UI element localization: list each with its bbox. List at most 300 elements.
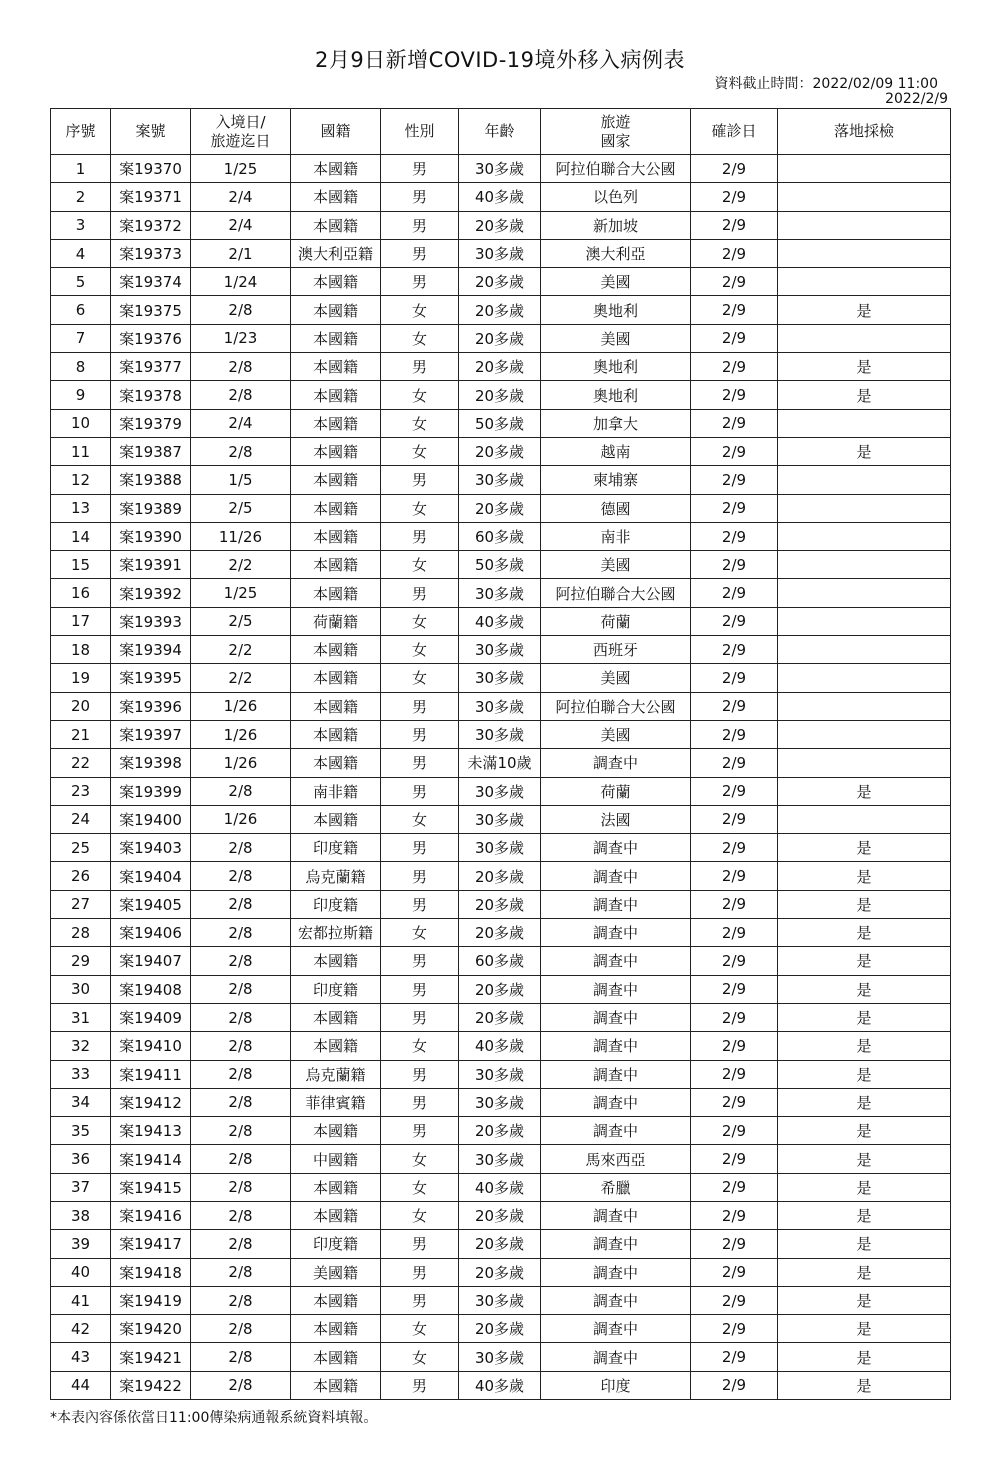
cell-entry-date: 2/8 (191, 1258, 291, 1286)
cell-nationality: 本國籍 (291, 522, 381, 550)
cell-confirm-date: 2/9 (691, 777, 778, 805)
cell-seq: 15 (51, 551, 111, 579)
cell-seq: 33 (51, 1060, 111, 1088)
cell-sex: 女 (381, 636, 459, 664)
cell-arrival-test: 是 (778, 1343, 951, 1371)
cell-sex: 男 (381, 1088, 459, 1116)
cell-case-id: 案19387 (111, 437, 191, 465)
cell-travel-country: 印度 (541, 1371, 691, 1399)
cell-case-id: 案19405 (111, 890, 191, 918)
cell-arrival-test: 是 (778, 1315, 951, 1343)
cell-arrival-test: 是 (778, 1003, 951, 1031)
cell-nationality: 本國籍 (291, 1201, 381, 1229)
cell-case-id: 案19388 (111, 466, 191, 494)
cell-age: 20多歲 (459, 494, 541, 522)
cell-entry-date: 2/8 (191, 1315, 291, 1343)
cell-entry-date: 1/23 (191, 324, 291, 352)
cell-arrival-test: 是 (778, 834, 951, 862)
cell-confirm-date: 2/9 (691, 834, 778, 862)
table-row (51, 466, 951, 494)
cell-sex: 女 (381, 296, 459, 324)
cell-travel-country: 法國 (541, 805, 691, 833)
cell-nationality: 菲律賓籍 (291, 1088, 381, 1116)
table-row (51, 1032, 951, 1060)
cell-seq: 29 (51, 947, 111, 975)
cell-age: 30多歲 (459, 155, 541, 183)
cell-sex: 女 (381, 919, 459, 947)
cell-nationality: 本國籍 (291, 1315, 381, 1343)
table-row (51, 890, 951, 918)
cell-travel-country: 調查中 (541, 1060, 691, 1088)
cell-travel-country: 調查中 (541, 862, 691, 890)
cell-entry-date: 1/25 (191, 579, 291, 607)
col-header-seq: 序號 (51, 109, 111, 155)
col-header-nationality: 國籍 (291, 109, 381, 155)
cell-age: 20多歲 (459, 1201, 541, 1229)
cell-case-id: 案19403 (111, 834, 191, 862)
cell-confirm-date: 2/9 (691, 975, 778, 1003)
cell-case-id: 案19417 (111, 1230, 191, 1258)
cell-confirm-date: 2/9 (691, 522, 778, 550)
cell-arrival-test: 是 (778, 1286, 951, 1314)
cell-travel-country: 奧地利 (541, 381, 691, 409)
cell-arrival-test: 是 (778, 353, 951, 381)
cell-arrival-test: 是 (778, 919, 951, 947)
cell-travel-country: 西班牙 (541, 636, 691, 664)
cell-seq: 5 (51, 268, 111, 296)
cell-nationality: 本國籍 (291, 749, 381, 777)
cell-age: 50多歲 (459, 409, 541, 437)
cell-age: 20多歲 (459, 919, 541, 947)
cell-travel-country: 調查中 (541, 1315, 691, 1343)
cell-sex: 男 (381, 692, 459, 720)
table-row (51, 1003, 951, 1031)
cell-nationality: 中國籍 (291, 1145, 381, 1173)
cell-travel-country: 奧地利 (541, 296, 691, 324)
cell-confirm-date: 2/9 (691, 1201, 778, 1229)
cell-confirm-date: 2/9 (691, 1003, 778, 1031)
cell-entry-date: 1/5 (191, 466, 291, 494)
cell-arrival-test: 是 (778, 1201, 951, 1229)
cell-age: 30多歲 (459, 579, 541, 607)
cell-travel-country: 馬來西亞 (541, 1145, 691, 1173)
cell-seq: 14 (51, 522, 111, 550)
cell-nationality: 澳大利亞籍 (291, 239, 381, 267)
cell-case-id: 案19372 (111, 211, 191, 239)
cell-entry-date: 2/8 (191, 437, 291, 465)
cell-confirm-date: 2/9 (691, 324, 778, 352)
cell-nationality: 烏克蘭籍 (291, 862, 381, 890)
cell-entry-date: 2/8 (191, 890, 291, 918)
table-row (51, 353, 951, 381)
cell-nationality: 本國籍 (291, 1117, 381, 1145)
cell-age: 30多歲 (459, 239, 541, 267)
report-date: 2022/2/9 (885, 91, 948, 107)
cell-seq: 44 (51, 1371, 111, 1399)
cell-age: 20多歲 (459, 1117, 541, 1145)
table-row (51, 522, 951, 550)
cell-nationality: 本國籍 (291, 947, 381, 975)
cell-sex: 男 (381, 720, 459, 748)
cell-age: 30多歲 (459, 466, 541, 494)
cell-seq: 39 (51, 1230, 111, 1258)
table-row (51, 919, 951, 947)
table-row (51, 834, 951, 862)
cell-nationality: 本國籍 (291, 1371, 381, 1399)
cell-nationality: 本國籍 (291, 409, 381, 437)
table-row (51, 437, 951, 465)
cell-age: 30多歲 (459, 1088, 541, 1116)
table-row (51, 239, 951, 267)
cell-age: 50多歲 (459, 551, 541, 579)
cell-travel-country: 澳大利亞 (541, 239, 691, 267)
cell-sex: 女 (381, 1173, 459, 1201)
cell-age: 30多歲 (459, 636, 541, 664)
cell-sex: 男 (381, 1371, 459, 1399)
col-header-confirm-date: 確診日 (691, 109, 778, 155)
cell-entry-date: 2/8 (191, 353, 291, 381)
cell-case-id: 案19389 (111, 494, 191, 522)
cell-seq: 9 (51, 381, 111, 409)
cell-confirm-date: 2/9 (691, 1145, 778, 1173)
table-row (51, 1145, 951, 1173)
cell-sex: 男 (381, 183, 459, 211)
cell-entry-date: 2/8 (191, 1371, 291, 1399)
cell-case-id: 案19370 (111, 155, 191, 183)
cell-travel-country: 調查中 (541, 1201, 691, 1229)
cell-entry-date: 2/5 (191, 494, 291, 522)
data-cutoff-time: 資料截止時間：2022/02/09 11:00 (714, 76, 938, 92)
cell-confirm-date: 2/9 (691, 466, 778, 494)
cell-case-id: 案19419 (111, 1286, 191, 1314)
cell-confirm-date: 2/9 (691, 947, 778, 975)
cell-confirm-date: 2/9 (691, 1032, 778, 1060)
cell-seq: 24 (51, 805, 111, 833)
cell-seq: 4 (51, 239, 111, 267)
cell-travel-country: 南非 (541, 522, 691, 550)
col-header-sex: 性別 (381, 109, 459, 155)
cell-arrival-test (778, 749, 951, 777)
cell-sex: 女 (381, 437, 459, 465)
cell-entry-date: 2/4 (191, 211, 291, 239)
cell-seq: 16 (51, 579, 111, 607)
cell-seq: 27 (51, 890, 111, 918)
cell-confirm-date: 2/9 (691, 1117, 778, 1145)
cell-seq: 6 (51, 296, 111, 324)
cell-age: 30多歲 (459, 692, 541, 720)
cell-sex: 女 (381, 324, 459, 352)
cell-age: 20多歲 (459, 862, 541, 890)
cell-seq: 41 (51, 1286, 111, 1314)
cell-seq: 22 (51, 749, 111, 777)
cell-nationality: 本國籍 (291, 381, 381, 409)
cell-confirm-date: 2/9 (691, 437, 778, 465)
cell-confirm-date: 2/9 (691, 1230, 778, 1258)
cell-case-id: 案19420 (111, 1315, 191, 1343)
cell-travel-country: 調查中 (541, 834, 691, 862)
table-row (51, 692, 951, 720)
cell-seq: 3 (51, 211, 111, 239)
cell-travel-country: 奧地利 (541, 353, 691, 381)
cell-confirm-date: 2/9 (691, 353, 778, 381)
cell-case-id: 案19371 (111, 183, 191, 211)
table-row (51, 296, 951, 324)
cell-entry-date: 1/26 (191, 720, 291, 748)
table-row (51, 1371, 951, 1399)
cell-arrival-test (778, 692, 951, 720)
cell-arrival-test (778, 324, 951, 352)
cell-arrival-test (778, 183, 951, 211)
cell-entry-date: 1/26 (191, 805, 291, 833)
table-row (51, 211, 951, 239)
cell-nationality: 美國籍 (291, 1258, 381, 1286)
table-row (51, 607, 951, 635)
cell-sex: 男 (381, 466, 459, 494)
cell-sex: 男 (381, 1230, 459, 1258)
cell-sex: 女 (381, 381, 459, 409)
cell-nationality: 荷蘭籍 (291, 607, 381, 635)
cell-sex: 男 (381, 1286, 459, 1314)
col-header-case-id: 案號 (111, 109, 191, 155)
cell-confirm-date: 2/9 (691, 1343, 778, 1371)
cell-age: 40多歲 (459, 183, 541, 211)
cell-entry-date: 2/2 (191, 664, 291, 692)
cell-travel-country: 調查中 (541, 1230, 691, 1258)
cell-confirm-date: 2/9 (691, 1286, 778, 1314)
cell-seq: 2 (51, 183, 111, 211)
table-row (51, 1060, 951, 1088)
footnote: *本表內容係依當日11:00傳染病通報系統資料填報。 (50, 1410, 378, 1426)
cell-case-id: 案19413 (111, 1117, 191, 1145)
cell-nationality: 本國籍 (291, 1032, 381, 1060)
cell-sex: 女 (381, 1032, 459, 1060)
cell-case-id: 案19378 (111, 381, 191, 409)
cell-arrival-test: 是 (778, 1032, 951, 1060)
cell-sex: 女 (381, 1343, 459, 1371)
cell-arrival-test (778, 494, 951, 522)
cell-sex: 女 (381, 494, 459, 522)
cell-nationality: 本國籍 (291, 1343, 381, 1371)
cell-case-id: 案19407 (111, 947, 191, 975)
table-row (51, 381, 951, 409)
cell-case-id: 案19377 (111, 353, 191, 381)
cell-arrival-test (778, 664, 951, 692)
cell-entry-date: 2/8 (191, 1201, 291, 1229)
cell-arrival-test (778, 720, 951, 748)
cell-travel-country: 調查中 (541, 919, 691, 947)
col-header-arrival-test: 落地採檢 (778, 109, 951, 155)
cell-age: 30多歲 (459, 664, 541, 692)
cell-case-id: 案19395 (111, 664, 191, 692)
cell-arrival-test: 是 (778, 1117, 951, 1145)
cell-confirm-date: 2/9 (691, 1060, 778, 1088)
cell-confirm-date: 2/9 (691, 239, 778, 267)
cell-sex: 男 (381, 353, 459, 381)
cell-nationality: 本國籍 (291, 1003, 381, 1031)
cell-entry-date: 2/8 (191, 862, 291, 890)
table-row (51, 1343, 951, 1371)
cell-travel-country: 荷蘭 (541, 607, 691, 635)
cell-age: 20多歲 (459, 890, 541, 918)
cell-arrival-test (778, 579, 951, 607)
cell-arrival-test (778, 155, 951, 183)
cell-travel-country: 調查中 (541, 890, 691, 918)
cell-confirm-date: 2/9 (691, 211, 778, 239)
cell-age: 30多歲 (459, 834, 541, 862)
table-row (51, 155, 951, 183)
cell-age: 20多歲 (459, 1003, 541, 1031)
cell-travel-country: 調查中 (541, 1003, 691, 1031)
cell-arrival-test: 是 (778, 1258, 951, 1286)
cell-confirm-date: 2/9 (691, 296, 778, 324)
table-row (51, 494, 951, 522)
cell-nationality: 本國籍 (291, 664, 381, 692)
cell-confirm-date: 2/9 (691, 862, 778, 890)
table-row (51, 183, 951, 211)
cell-arrival-test (778, 636, 951, 664)
cell-nationality: 宏都拉斯籍 (291, 919, 381, 947)
cell-arrival-test (778, 409, 951, 437)
cell-travel-country: 希臘 (541, 1173, 691, 1201)
cell-seq: 40 (51, 1258, 111, 1286)
cell-arrival-test: 是 (778, 437, 951, 465)
cell-case-id: 案19414 (111, 1145, 191, 1173)
cell-arrival-test: 是 (778, 862, 951, 890)
cell-nationality: 本國籍 (291, 692, 381, 720)
cell-age: 60多歲 (459, 947, 541, 975)
cell-entry-date: 1/26 (191, 749, 291, 777)
cell-case-id: 案19393 (111, 607, 191, 635)
cell-case-id: 案19416 (111, 1201, 191, 1229)
cell-sex: 女 (381, 1201, 459, 1229)
cell-travel-country: 調查中 (541, 1088, 691, 1116)
cell-nationality: 本國籍 (291, 437, 381, 465)
cell-entry-date: 2/8 (191, 1032, 291, 1060)
cell-case-id: 案19376 (111, 324, 191, 352)
cell-sex: 男 (381, 239, 459, 267)
cell-seq: 7 (51, 324, 111, 352)
cell-entry-date: 2/8 (191, 1088, 291, 1116)
cell-travel-country: 德國 (541, 494, 691, 522)
cell-nationality: 本國籍 (291, 155, 381, 183)
cell-seq: 20 (51, 692, 111, 720)
cell-sex: 女 (381, 664, 459, 692)
cell-nationality: 本國籍 (291, 720, 381, 748)
cell-age: 20多歲 (459, 296, 541, 324)
cell-case-id: 案19396 (111, 692, 191, 720)
cell-travel-country: 美國 (541, 324, 691, 352)
cell-seq: 10 (51, 409, 111, 437)
cell-case-id: 案19404 (111, 862, 191, 890)
cell-age: 20多歲 (459, 324, 541, 352)
cell-travel-country: 阿拉伯聯合大公國 (541, 579, 691, 607)
cell-sex: 女 (381, 1315, 459, 1343)
cell-nationality: 本國籍 (291, 211, 381, 239)
cell-arrival-test (778, 268, 951, 296)
cell-arrival-test: 是 (778, 890, 951, 918)
cell-travel-country: 新加坡 (541, 211, 691, 239)
cell-travel-country: 調查中 (541, 749, 691, 777)
cell-case-id: 案19379 (111, 409, 191, 437)
cell-seq: 31 (51, 1003, 111, 1031)
cell-entry-date: 2/8 (191, 381, 291, 409)
table-row (51, 975, 951, 1003)
cell-sex: 女 (381, 409, 459, 437)
cell-age: 40多歲 (459, 1173, 541, 1201)
cell-age: 20多歲 (459, 211, 541, 239)
cell-arrival-test (778, 551, 951, 579)
cell-case-id: 案19392 (111, 579, 191, 607)
cell-travel-country: 阿拉伯聯合大公國 (541, 155, 691, 183)
cell-case-id: 案19399 (111, 777, 191, 805)
table-row (51, 862, 951, 890)
cell-entry-date: 2/8 (191, 834, 291, 862)
cell-age: 30多歲 (459, 1060, 541, 1088)
table-row (51, 777, 951, 805)
cell-case-id: 案19374 (111, 268, 191, 296)
cell-arrival-test: 是 (778, 1173, 951, 1201)
case-table (50, 108, 951, 1400)
cell-entry-date: 2/8 (191, 1145, 291, 1173)
cell-arrival-test: 是 (778, 777, 951, 805)
cell-travel-country: 調查中 (541, 1286, 691, 1314)
cell-sex: 男 (381, 749, 459, 777)
table-row (51, 1286, 951, 1314)
cell-seq: 18 (51, 636, 111, 664)
cell-entry-date: 2/4 (191, 409, 291, 437)
cell-sex: 男 (381, 1060, 459, 1088)
cell-sex: 男 (381, 1258, 459, 1286)
col-header-entry-date: 入境日/ 旅遊迄日 (191, 109, 291, 155)
cell-travel-country: 調查中 (541, 1343, 691, 1371)
cell-seq: 28 (51, 919, 111, 947)
cell-seq: 25 (51, 834, 111, 862)
table-row (51, 551, 951, 579)
cell-sex: 男 (381, 834, 459, 862)
cell-sex: 男 (381, 1117, 459, 1145)
cell-age: 20多歲 (459, 1315, 541, 1343)
cell-arrival-test: 是 (778, 296, 951, 324)
cell-confirm-date: 2/9 (691, 494, 778, 522)
cell-seq: 23 (51, 777, 111, 805)
cell-arrival-test: 是 (778, 975, 951, 1003)
cell-entry-date: 2/8 (191, 777, 291, 805)
table-row (51, 1173, 951, 1201)
table-row (51, 1088, 951, 1116)
cell-arrival-test: 是 (778, 1371, 951, 1399)
cell-nationality: 本國籍 (291, 805, 381, 833)
cell-case-id: 案19410 (111, 1032, 191, 1060)
cell-nationality: 印度籍 (291, 834, 381, 862)
cell-sex: 男 (381, 777, 459, 805)
cell-case-id: 案19400 (111, 805, 191, 833)
cell-travel-country: 調查中 (541, 1117, 691, 1145)
table-row (51, 324, 951, 352)
cell-confirm-date: 2/9 (691, 183, 778, 211)
cell-confirm-date: 2/9 (691, 919, 778, 947)
cell-nationality: 本國籍 (291, 353, 381, 381)
cell-confirm-date: 2/9 (691, 749, 778, 777)
cell-travel-country: 荷蘭 (541, 777, 691, 805)
cell-entry-date: 2/8 (191, 1117, 291, 1145)
cell-case-id: 案19390 (111, 522, 191, 550)
cell-arrival-test (778, 211, 951, 239)
table-row (51, 749, 951, 777)
cell-seq: 8 (51, 353, 111, 381)
cell-confirm-date: 2/9 (691, 381, 778, 409)
cell-travel-country: 調查中 (541, 1032, 691, 1060)
cell-entry-date: 1/26 (191, 692, 291, 720)
